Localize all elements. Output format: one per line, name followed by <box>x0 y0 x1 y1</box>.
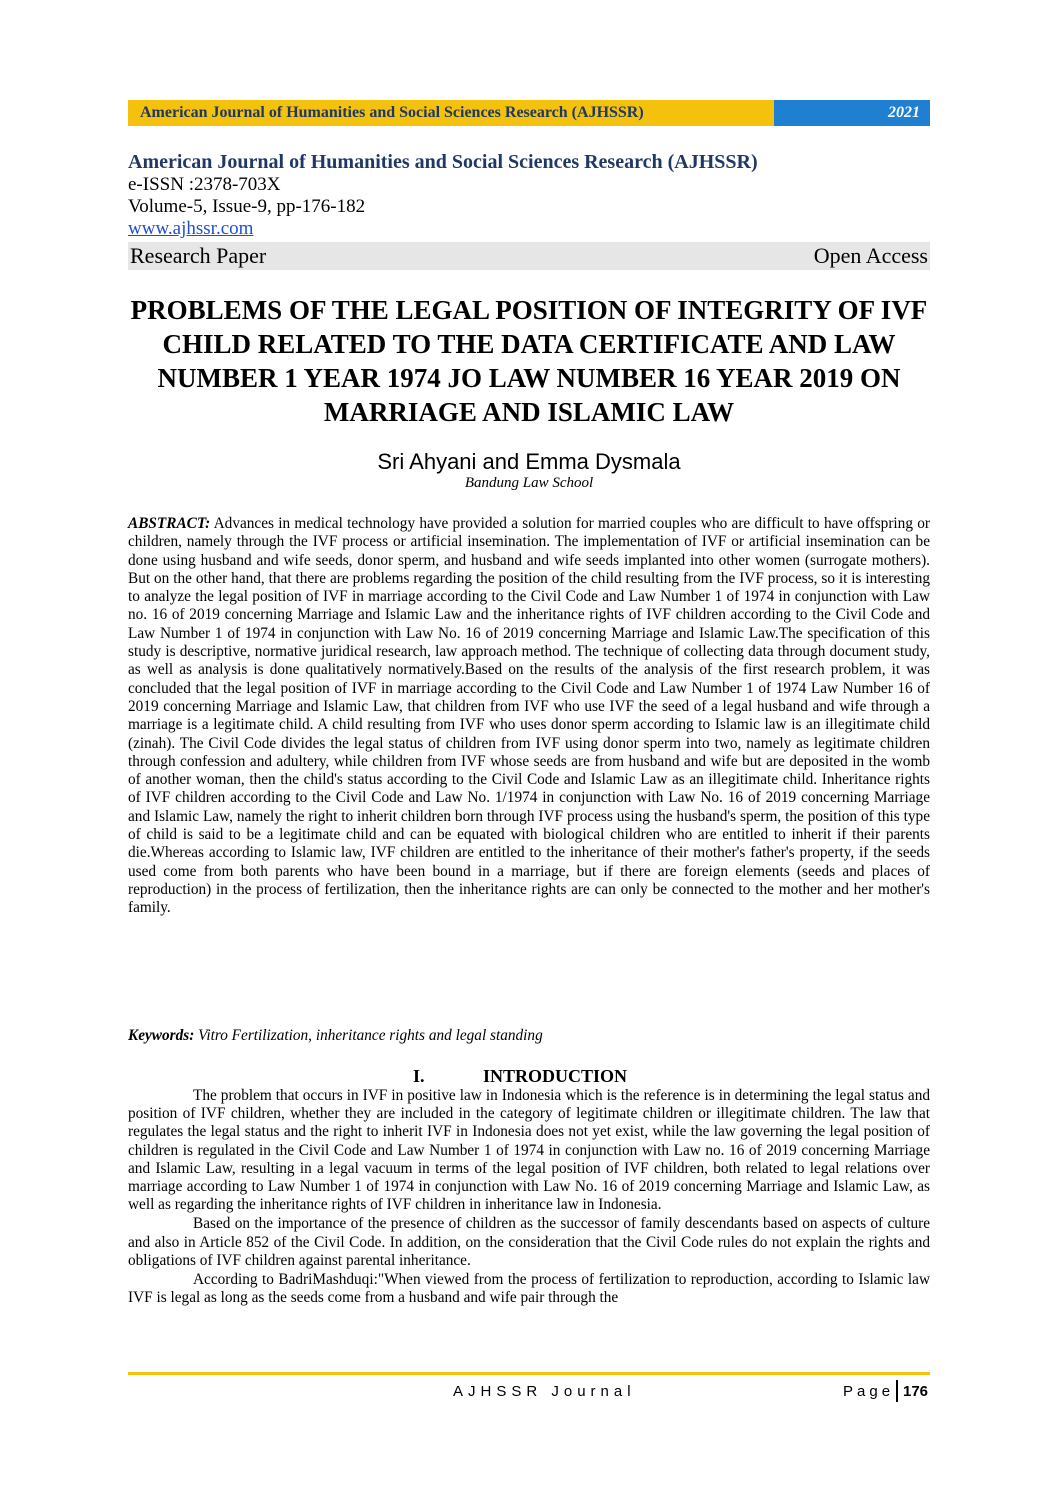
journal-meta <box>128 150 930 270</box>
footer-journal: AJHSSR Journal <box>453 1383 636 1400</box>
page-number: 176 <box>903 1383 929 1400</box>
footer-separator <box>896 1380 898 1402</box>
footer-divider <box>128 1372 930 1375</box>
running-header <box>128 100 930 126</box>
access-type: Open Access <box>813 243 928 268</box>
volume-info: Volume-5, Issue-9, pp-176-182 <box>128 196 366 217</box>
keywords <box>128 1027 930 1045</box>
journal-url-link[interactable]: www.ajhssr.com <box>128 218 254 239</box>
issn: e-ISSN :2378-703X <box>128 174 281 195</box>
keywords-text: Vitro Fertilization, inheritance rights and legal standing <box>194 1027 543 1044</box>
affiliation: Bandung Law School <box>464 475 594 491</box>
abstract-label: ABSTRACT: <box>128 515 211 532</box>
running-header-journal: American Journal of Humanities and Social Sciences Research (AJHSSR) <box>128 100 774 126</box>
section-title: INTRODUCTION <box>483 1066 628 1086</box>
keywords-label: Keywords: <box>128 1027 195 1044</box>
page-footer <box>128 1383 930 1405</box>
authors: Sri Ahyani and Emma Dysmala <box>377 449 681 474</box>
body-text <box>128 1087 930 1308</box>
running-header-year: 2021 <box>774 100 930 126</box>
paragraph: According to BadriMashduqi:"When viewed from the process of fertilization to reproduction, according to Islamic law IVF is legal as long as the seeds come from a husband and wife pair through the <box>128 1271 930 1307</box>
paper-type: Research Paper <box>130 243 267 268</box>
paper-title: PROBLEMS OF THE LEGAL POSITION OF INTEGRITY OF IVF CHILD RELATED TO THE DATA CERTIFICATE AND LAW NUMBER 1 YEAR 1974 JO LAW NUMBER 16 YEAR 2019 ON MARRIAGE AND ISLAMIC LAW <box>130 295 928 427</box>
abstract <box>128 515 930 918</box>
paper-type-bar <box>128 242 930 270</box>
section-number: I. <box>413 1066 425 1086</box>
paragraph: Based on the importance of the presence of children as the successor of family descendants based on aspects of culture and also in Article 852 of the Civil Code. In addition, on the consideration that the Civil Code rules do not explain the rights and obligations of IVF children against parental inheritance. <box>128 1215 930 1269</box>
journal-name: American Journal of Humanities and Social Sciences Research (AJHSSR) <box>128 151 758 173</box>
footer-page-label: Page <box>843 1383 895 1400</box>
abstract-text: Advances in medical technology have provided a solution for married couples who are difficult to have offspring or children, namely through the IVF process or artificial insemination. The implementation of IVF or artificial insemination can be done using husband and wife seeds, donor sperm, and husband and wife seeds implanted into other women (surrogate mothers). But on the other hand, that there are problems regarding the position of the child resulting from the IVF process, so it is interesting to analyze the legal position of IVF in marriage according to the Civil Code and Law Number 1 of 1974 in conjunction with Law no. 16 of 2019 concerning Marriage and Islamic Law and the inheritance rights of IVF children according to the Civil Code and Law Number 1 of 1974 in conjunction with Law No. 16 of 2019 concerning Marriage and Islamic Law.The specification of this study is descriptive, normative juridical research, law approach method. The technique of collecting data through document study, as well as analysis is done qualitatively normatively.Based on the results of the analysis of the first research problem, it was concluded that the legal position of IVF in marriage according to the Civil Code and Law Number 1 of 1974 Law Number 16 of 2019 concerning Marriage and Islamic Law, that children from IVF who use IVF the seed of a legal husband and wife through a marriage is a legitimate child. A child resulting from IVF who uses donor sperm according to Islamic law is an illegitimate child (zinah). The Civil Code divides the legal status of children from IVF using donor sperm into two, namely as legitimate children through confession and adultery, while children from IVF whose seeds are from husband and wife but are deposited in the womb of another woman, then the child's status according to the Civil Code and Islamic Law as an illegitimate child. Inheritance rights of IVF children according to the Civil Code and Law No. 1/1974 in conjunction with Law No. 16 of 2019 concerning Marriage and Islamic Law, namely the right to inherit children born through IVF process using the husband's sperm, the position of this type of child is said to be a legitimate child and can be equated with biological children who are entitled to inherit if their parents die.Whereas according to Islamic law, IVF children are entitled to the inheritance of their mother's father's property, if the seeds used come from both parents who have been bound in a marriage, but if there are foreign elements (seeds and places of reproduction) in the process of fertilization, then the inheritance rights are can only be connected to the mother and her mother's family. <box>128 515 930 917</box>
paragraph: The problem that occurs in IVF in positive law in Indonesia which is the reference is in determining the legal status and position of IVF children, whether they are included in the category of legitimate children or illegitimate children. The law that regulates the legal status and the right to inherit IVF in Indonesia does not yet exist, while the law governing the legal position of children is regulated in the Civil Code and Law Number 1 of 1974 in conjunction with Law no. 16 of 2019 concerning Marriage and Islamic Law, resulting in a legal vacuum in terms of the legal position of IVF children, both related to legal relations over marriage according to Law Number 1 of 1974 in conjunction with Law No. 16 of 2019 concerning Marriage and Islamic Law, as well as regarding the inheritance rights of IVF children in inheritance law in Indonesia. <box>128 1087 930 1214</box>
